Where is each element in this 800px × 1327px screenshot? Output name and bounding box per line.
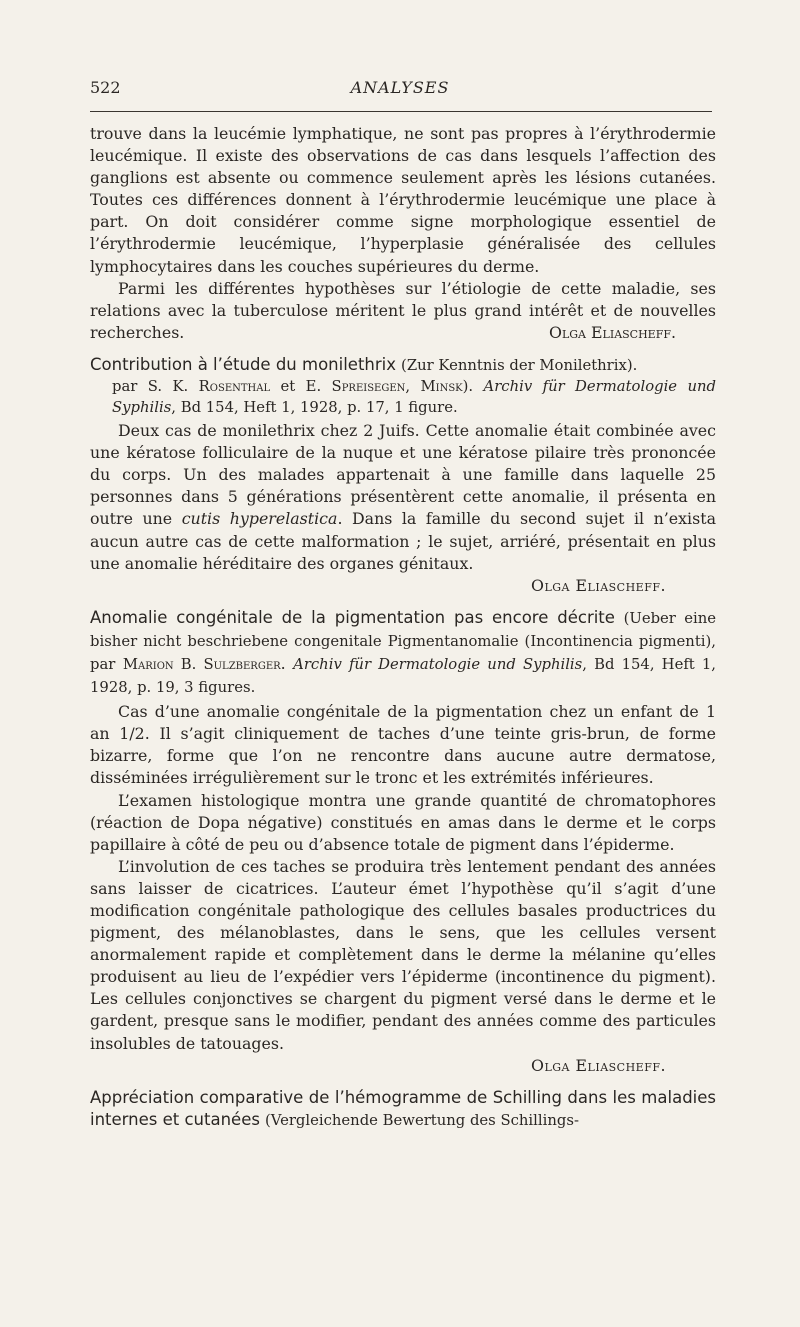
ref-details: , Bd 154, Heft 1, 1928, p. 17, 1 figure. (171, 398, 458, 416)
article-title: Contribution à l’étude du monilethrix (90, 354, 397, 374)
article-subtitle: (Zur Kenntnis der Monilethrix). (401, 356, 638, 374)
signature-3: Olga Eliascheff. (531, 1055, 666, 1075)
body-part-1: Deux cas de monilethrix chez 2 Juifs. Cette anomalie était combinée avec une kératose folliculaire de la nuque et une kératose pilaire très prononcée du corps. Un des malades appartenait à une famille dans laquelle 25 personnes dans 5 générations présentèrent cette anomalie, il présenta en outre une (90, 421, 716, 529)
body-part-2: . Dans la famille du second sujet il n’exista aucun autre cas de cette malformation ; le sujet, arriéré, présentait en plus une anomalie héréditaire des organes génitaux. (90, 509, 716, 573)
paragraph-continuation: trouve dans la leucémie lymphatique, ne sont pas propres à l’érythrodermie leucémique. Il existe des observations de cas dans lesquels l’affection des ganglions est absente ou commence seulement après les lésions cutanées. Toutes ces différences donnent à l’érythrodermie leucémique une place à part. On doit considérer comme signe morphologique essentiel de l’érythrodermie leucémique, l’hyperplasie généralisée des cellules lymphocytaires dans les couches supérieures du derme. (90, 124, 716, 276)
body-emphasis: cutis hyperelastica (181, 509, 338, 529)
article-title: Appréciation comparative de l’hémogramme de Schilling dans les maladies internes et cutanées (90, 1087, 716, 1129)
article-subtitle: (Ueber eine bisher nicht beschriebene congenitale Pigmentanomalie (Incontinencia pigmenti), par (90, 609, 716, 673)
ref-author-2: E. Spreisegen, Minsk (305, 378, 463, 396)
article-title: Anomalie congénitale de la pigmentation pas encore décrite (90, 607, 615, 627)
article-pigmentation (90, 607, 716, 699)
article-hemogram (90, 1087, 716, 1132)
ref-details: , Bd 154, Heft 1, 1928, p. 19, 3 figures. (90, 655, 717, 697)
pigmentation-paragraph-3: L’involution de ces taches se produira très lentement pendant des années sans laisser de cicatrices. L’auteur émet l’hypothèse qu’il s’agit d’une modification congénitale pathologique des cellules basales productrices du pigment, des mélanoblastes, dans le sens, que les cellules versent anormalement rapide et complètement dans le derme la mélanine qu’elles produisent au lieu de l’expédier vers l’épiderme (incontinence du pigment). Les cellules conjonctives se chargent du pigment versé dans le derme et le gardent, presque sans le modifier, pendant des années comme des particules insolubles de tatouages. (90, 856, 716, 1053)
ref-author: Marion B. Sulzberger (122, 655, 281, 673)
page-header (90, 76, 710, 106)
signature-1: Olga Eliascheff. (549, 322, 676, 342)
paragraph-etiology (90, 278, 716, 344)
ref-journal: Archiv für Dermatologie und Syphilis (293, 655, 583, 673)
article-hemogram-heading (90, 1087, 716, 1132)
article-reference: par S. K. Rosenthal et E. Spreisegen, Minsk). Archiv für Dermatologie und Syphilis, Bd 154, Heft 1, 1928, p. 17, 1 figure. (112, 378, 716, 416)
signature-2: Olga Eliascheff. (531, 575, 666, 595)
ref-par: par (112, 378, 138, 396)
header-rule (90, 111, 712, 112)
ref-et: et (280, 378, 296, 396)
article-monilethrix-heading (90, 354, 716, 377)
page-content (90, 123, 716, 1134)
article-pigmentation-heading: Anomalie congénitale de la pigmentation pas encore décrite (Ueber eine bisher nicht beschriebene congenitale Pigmentanomalie (Incontinencia pigmenti), par Marion B. Sulzberger. Archiv für Dermatologie und Syphilis, Bd 154, Heft 1, 1928, p. 19, 3 figures. (90, 607, 717, 697)
article-subtitle: (Vergleichende Bewertung des Schillings- (264, 1111, 579, 1129)
article-monilethrix (90, 354, 716, 418)
ref-author-1: S. K. Rosenthal (147, 378, 271, 396)
pigmentation-paragraph-1: Cas d’une anomalie congénitale de la pigmentation chez un enfant de 1 an 1/2. Il s’agit cliniquement de taches d’une teinte gris-brun, de forme bizarre, forme que l’on ne rencontre dans aucune autre dermatose, disséminées irrégulièrement sur le tronc et les extrémités inférieures. (90, 702, 716, 788)
pigmentation-paragraph-2: L’examen histologique montra une grande quantité de chromatophores (réaction de Dopa négative) constitués en amas dans le derme et le corps papillaire à côté de peu ou d’absence totale de pigment dans l’épiderme. (90, 790, 716, 854)
running-title: ANALYSES (350, 78, 450, 97)
page-number: 522 (90, 78, 121, 97)
ref-journal: Archiv für Dermatologie und Syphilis (112, 378, 716, 416)
paragraph-etiology-text: Parmi les différentes hypothèses sur l’étiologie de cette maladie, ses relations avec la tuberculose méritent le plus grand intérêt et de nouvelles recherches. (90, 278, 716, 342)
article-monilethrix-body (90, 420, 716, 575)
